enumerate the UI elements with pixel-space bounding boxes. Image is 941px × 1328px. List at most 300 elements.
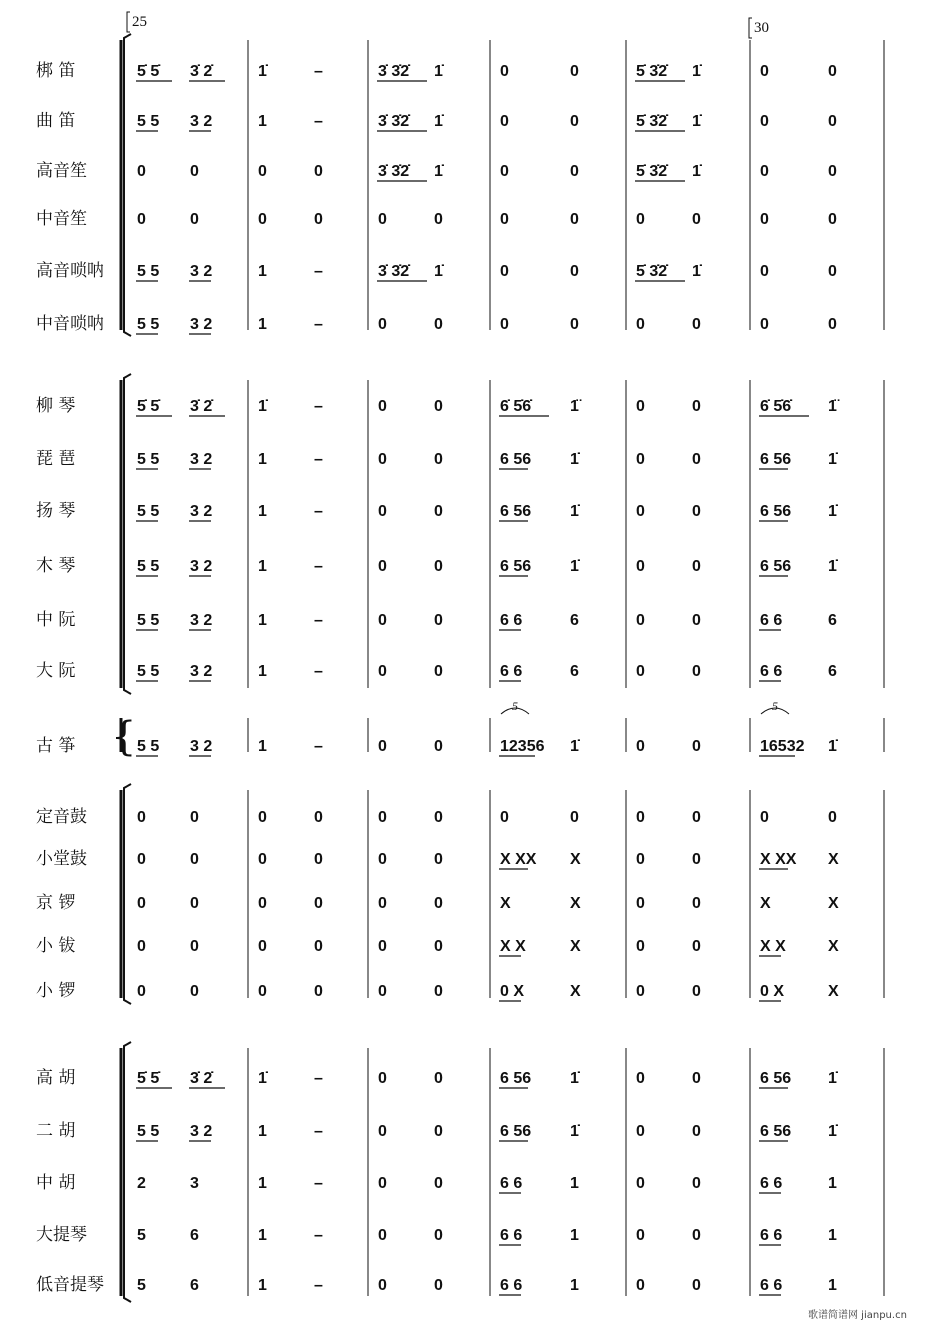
note-group: 0: [500, 211, 509, 228]
note-group: 6 6: [760, 1277, 783, 1294]
note-group: 0: [258, 983, 267, 1000]
note-group: 0: [314, 809, 323, 826]
note-group: 6 6: [500, 1175, 523, 1192]
note-group: 5 5: [137, 663, 160, 680]
note-group: 3 2: [190, 1123, 213, 1140]
note-group: 0: [434, 851, 443, 868]
note-group: 1: [828, 1277, 837, 1294]
note-group: 5̇ 5̇: [137, 398, 160, 415]
note-group: 1: [258, 113, 267, 130]
note-group: –: [314, 316, 323, 333]
instrument-label: 高音唢呐: [36, 261, 104, 281]
instrument-label: 曲 笛: [36, 111, 76, 131]
note-group: 0: [378, 451, 387, 468]
note-group: 0: [378, 503, 387, 520]
note-group: –: [314, 1227, 323, 1244]
note-group: 0: [258, 809, 267, 826]
note-group: 0: [692, 316, 701, 333]
group-bracket: [124, 374, 131, 694]
note-group: 0: [828, 63, 837, 80]
note-group: 0: [190, 983, 199, 1000]
note-group: 0: [378, 1070, 387, 1087]
note-group: 0: [190, 895, 199, 912]
note-group: 6 56: [500, 503, 532, 520]
note-group: –: [314, 738, 323, 755]
note-group: 0: [500, 63, 509, 80]
note-group: 0: [760, 263, 769, 280]
note-group: 1̇: [828, 503, 837, 520]
note-group: X: [828, 983, 839, 1000]
note-group: 6: [190, 1227, 199, 1244]
note-group: 1: [258, 1123, 267, 1140]
note-group: 0: [434, 983, 443, 1000]
note-group: 1̇: [258, 63, 267, 80]
note-group: 0: [636, 938, 645, 955]
instrument-label: 大提琴: [36, 1225, 87, 1245]
note-group: 5 5: [137, 1123, 160, 1140]
note-group: –: [314, 63, 323, 80]
note-group: 1: [258, 1277, 267, 1294]
note-group: 3 2: [190, 663, 213, 680]
note-group: 6: [570, 663, 579, 680]
note-group: 0: [378, 1175, 387, 1192]
note-group: 0: [828, 263, 837, 280]
note-group: 0: [434, 663, 443, 680]
note-group: 1̇: [692, 113, 701, 130]
note-group: 0: [137, 163, 146, 180]
note-group: 5̇ 3̇2̇: [636, 63, 668, 80]
note-group: 0: [434, 1123, 443, 1140]
note-group: 0: [692, 1070, 701, 1087]
note-group: 1: [828, 1227, 837, 1244]
note-group: 6 6: [760, 612, 783, 629]
note-group: 1: [828, 1175, 837, 1192]
note-group: 0: [636, 895, 645, 912]
note-group: 0: [692, 1277, 701, 1294]
note-group: 0: [692, 809, 701, 826]
note-group: 0: [636, 1175, 645, 1192]
note-group: 5 5: [137, 558, 160, 575]
note-group: 0: [636, 316, 645, 333]
note-group: 3̇ 3̇2̇: [378, 113, 410, 130]
note-group: X: [828, 851, 839, 868]
note-group: 0: [137, 938, 146, 955]
note-group: X: [828, 895, 839, 912]
note-group: 0: [692, 1227, 701, 1244]
instrument-label: 京 锣: [36, 893, 76, 913]
note-group: –: [314, 1123, 323, 1140]
note-group: 0: [636, 983, 645, 1000]
note-group: 1: [570, 1277, 579, 1294]
note-group: X: [828, 938, 839, 955]
note-group: 0: [314, 851, 323, 868]
note-group: 0: [378, 663, 387, 680]
note-group: 6 56: [760, 451, 792, 468]
note-group: 1: [258, 612, 267, 629]
note-group: 1: [258, 263, 267, 280]
note-group: 0: [137, 809, 146, 826]
note-group: 5̇ 3̇2̇: [636, 263, 668, 280]
note-group: 0: [570, 163, 579, 180]
instrument-label: 中 胡: [36, 1173, 76, 1193]
note-group: 1̇: [828, 558, 837, 575]
note-group: 1̇: [258, 398, 267, 415]
note-group: 1̇: [434, 63, 443, 80]
note-group: 6 6: [760, 1175, 783, 1192]
note-group: 3̇ 3̇2̇: [378, 263, 410, 280]
note-group: 3 2: [190, 316, 213, 333]
note-group: 0: [692, 211, 701, 228]
note-group: 5 5: [137, 738, 160, 755]
note-group: 0: [258, 895, 267, 912]
note-group: 0: [258, 163, 267, 180]
note-group: 0: [378, 398, 387, 415]
note-group: 1̇: [828, 1123, 837, 1140]
note-group: 0: [500, 809, 509, 826]
note-group: 6: [828, 663, 837, 680]
note-group: –: [314, 451, 323, 468]
note-group: 0: [314, 983, 323, 1000]
note-group: 1̇: [570, 558, 579, 575]
note-group: 1̈: [828, 398, 837, 415]
note-group: 0: [636, 612, 645, 629]
note-group: –: [314, 113, 323, 130]
group-bracket: [124, 34, 131, 336]
note-group: 6 6: [500, 1227, 523, 1244]
note-group: 0: [258, 211, 267, 228]
note-group: 0: [137, 851, 146, 868]
note-group: 0: [434, 1277, 443, 1294]
note-group: 0: [378, 851, 387, 868]
note-group: 6 56: [500, 558, 532, 575]
note-group: 0: [692, 851, 701, 868]
note-group: 1̇: [434, 163, 443, 180]
note-group: 0: [636, 851, 645, 868]
note-group: 6̇ 5̇6̇: [500, 398, 532, 415]
note-group: 0: [692, 1175, 701, 1192]
note-group: 5̇ 5̇: [137, 1070, 160, 1087]
note-group: 0: [434, 451, 443, 468]
note-group: 0 X: [760, 983, 785, 1000]
note-group: 0: [828, 163, 837, 180]
note-group: 0: [190, 851, 199, 868]
note-group: 0: [434, 316, 443, 333]
instrument-label: 梆 笛: [36, 61, 76, 81]
note-group: 5 5: [137, 316, 160, 333]
note-group: 1̈: [570, 398, 579, 415]
note-group: 1: [570, 1227, 579, 1244]
note-group: 0: [378, 1277, 387, 1294]
note-group: 6 56: [760, 1123, 792, 1140]
note-group: X XX: [500, 851, 537, 868]
note-group: 3̇ 3̇2̇: [378, 63, 410, 80]
note-group: 0: [378, 983, 387, 1000]
note-group: 0: [570, 263, 579, 280]
note-group: –: [314, 558, 323, 575]
note-group: 0: [692, 983, 701, 1000]
note-group: X: [570, 983, 581, 1000]
note-group: 6 6: [500, 663, 523, 680]
instrument-label: 古 筝: [36, 736, 76, 756]
note-group: X: [760, 895, 771, 912]
instrument-label: 低音提琴: [36, 1275, 104, 1295]
note-group: 6: [828, 612, 837, 629]
instrument-label: 扬 琴: [36, 501, 76, 521]
note-group: 6 6: [760, 663, 783, 680]
instrument-label: 大 阮: [36, 661, 76, 681]
note-group: 0: [692, 938, 701, 955]
note-group: 0: [760, 163, 769, 180]
note-group: 1: [258, 1175, 267, 1192]
note-group: 6̇ 5̇6̇: [760, 398, 792, 415]
note-group: 0: [190, 163, 199, 180]
note-group: 0: [692, 503, 701, 520]
note-group: 0: [378, 211, 387, 228]
note-group: 0: [636, 738, 645, 755]
instrument-label: 琵 琶: [36, 449, 76, 469]
note-group: 0: [636, 809, 645, 826]
note-group: 5 5: [137, 113, 160, 130]
note-group: –: [314, 663, 323, 680]
note-group: 0: [500, 316, 509, 333]
note-group: 0: [760, 809, 769, 826]
note-group: 6 56: [500, 451, 532, 468]
note-group: 16532: [760, 738, 805, 755]
measure-number-25: 25: [132, 14, 147, 30]
instrument-label: 柳 琴: [36, 396, 76, 416]
instrument-label: 中音唢呐: [36, 314, 104, 334]
note-group: 0: [636, 1277, 645, 1294]
note-group: 1̇: [692, 63, 701, 80]
note-group: 0: [190, 211, 199, 228]
note-group: 1̇: [434, 113, 443, 130]
note-group: 0: [636, 1070, 645, 1087]
note-group: 5 5: [137, 263, 160, 280]
watermark: 歌谱简谱网 jianpu.cn: [808, 1310, 907, 1321]
note-group: 6 56: [760, 503, 792, 520]
note-group: 1̇: [570, 503, 579, 520]
note-group: 0: [636, 663, 645, 680]
note-group: 0: [828, 211, 837, 228]
note-group: 0: [760, 113, 769, 130]
note-group: 0: [570, 211, 579, 228]
instrument-label: 中 阮: [36, 610, 76, 630]
note-group: 3̇ 2̇: [190, 1070, 213, 1087]
note-group: 1̇: [258, 1070, 267, 1087]
note-group: X XX: [760, 851, 797, 868]
note-group: 0: [692, 663, 701, 680]
note-group: 0: [500, 263, 509, 280]
note-group: 0: [434, 503, 443, 520]
note-group: 0: [434, 398, 443, 415]
note-group: 0: [434, 1175, 443, 1192]
group-bracket: [124, 784, 131, 1004]
note-group: 0: [314, 211, 323, 228]
note-group: 2: [137, 1175, 146, 1192]
note-group: 1: [258, 663, 267, 680]
note-group: 0: [760, 63, 769, 80]
note-group: 6: [570, 612, 579, 629]
note-group: 0: [378, 612, 387, 629]
note-group: X: [570, 895, 581, 912]
note-group: 1̇: [570, 1123, 579, 1140]
barlines-layer: [111, 12, 884, 1302]
note-group: 0: [434, 1070, 443, 1087]
note-group: 0: [692, 451, 701, 468]
tuplet-number: 5: [512, 699, 518, 713]
note-group: 3̇ 2̇: [190, 63, 213, 80]
note-group: 1: [258, 316, 267, 333]
note-group: 0: [692, 398, 701, 415]
instrument-label: 定音鼓: [36, 807, 87, 827]
note-group: 3̇ 3̇2̇: [378, 163, 410, 180]
note-group: 0: [434, 738, 443, 755]
note-group: 0: [692, 612, 701, 629]
note-group: 3 2: [190, 738, 213, 755]
tuplet-number: 5: [772, 699, 778, 713]
note-group: 5̇ 3̇2̇: [636, 113, 668, 130]
note-group: 0: [314, 895, 323, 912]
note-group: 6 56: [760, 558, 792, 575]
note-group: 5: [137, 1227, 146, 1244]
note-group: 3: [190, 1175, 199, 1192]
note-group: 0: [570, 316, 579, 333]
note-group: 0: [760, 211, 769, 228]
note-group: 1̇: [570, 1070, 579, 1087]
measure-number-30: 30: [754, 20, 769, 36]
note-group: 6 56: [500, 1070, 532, 1087]
note-group: 1: [570, 1175, 579, 1192]
note-group: 0 X: [500, 983, 525, 1000]
note-group: 0: [378, 809, 387, 826]
note-group: 1̇: [828, 1070, 837, 1087]
note-group: 0: [378, 895, 387, 912]
note-group: 0: [378, 938, 387, 955]
note-group: 0: [636, 211, 645, 228]
note-group: 0: [692, 558, 701, 575]
note-group: X: [570, 938, 581, 955]
note-group: 1: [258, 451, 267, 468]
note-group: 0: [190, 938, 199, 955]
note-group: 1̇: [692, 163, 701, 180]
note-group: 5 5: [137, 451, 160, 468]
note-group: 6 6: [500, 612, 523, 629]
note-group: –: [314, 1277, 323, 1294]
note-group: 0: [434, 938, 443, 955]
note-group: –: [314, 612, 323, 629]
note-group: 0: [500, 113, 509, 130]
note-group: 1̇: [692, 263, 701, 280]
note-group: 3 2: [190, 612, 213, 629]
note-group: 6 56: [500, 1123, 532, 1140]
note-group: –: [314, 503, 323, 520]
note-group: 0: [434, 809, 443, 826]
notation-layer: [36, 60, 840, 1295]
note-group: 0: [434, 895, 443, 912]
note-group: X X: [500, 938, 526, 955]
note-group: 0: [636, 398, 645, 415]
note-group: 0: [434, 1227, 443, 1244]
note-group: 1̇: [828, 738, 837, 755]
note-group: X: [500, 895, 511, 912]
note-group: 5̇ 5̇: [137, 63, 160, 80]
note-group: 1̇: [570, 738, 579, 755]
note-group: 0: [378, 738, 387, 755]
note-group: 1̇: [434, 263, 443, 280]
note-group: 0: [137, 895, 146, 912]
instrument-label: 二 胡: [36, 1121, 76, 1141]
instrument-label: 高 胡: [36, 1068, 76, 1088]
instrument-label: 高音笙: [36, 161, 87, 181]
note-group: 0: [570, 113, 579, 130]
note-group: 6 6: [500, 1277, 523, 1294]
note-group: 0: [378, 558, 387, 575]
note-group: 6 6: [760, 1227, 783, 1244]
note-group: 0: [828, 113, 837, 130]
note-group: 0: [636, 558, 645, 575]
note-group: 0: [258, 938, 267, 955]
note-group: 0: [434, 211, 443, 228]
note-group: 6: [190, 1277, 199, 1294]
note-group: 0: [378, 316, 387, 333]
note-group: 0: [137, 983, 146, 1000]
note-group: 3 2: [190, 113, 213, 130]
note-group: 5 5: [137, 503, 160, 520]
note-group: 0: [636, 451, 645, 468]
note-group: 0: [570, 809, 579, 826]
note-group: 0: [692, 1123, 701, 1140]
note-group: 3̇ 2̇: [190, 398, 213, 415]
note-group: 0: [636, 503, 645, 520]
note-group: 0: [828, 316, 837, 333]
note-group: 3 2: [190, 451, 213, 468]
note-group: 6 56: [760, 1070, 792, 1087]
note-group: 12356: [500, 738, 545, 755]
note-group: 0: [692, 738, 701, 755]
note-group: 0: [258, 851, 267, 868]
note-group: 5: [137, 1277, 146, 1294]
note-group: 1: [258, 1227, 267, 1244]
note-group: 1: [258, 558, 267, 575]
note-group: 0: [378, 1227, 387, 1244]
note-group: 1̇: [828, 451, 837, 468]
measure-bracket-left: [749, 18, 752, 38]
note-group: 1̇: [570, 451, 579, 468]
instrument-label: 小 钹: [36, 936, 76, 956]
measure-bracket-left: [127, 12, 130, 32]
instrument-label: 木 琴: [36, 556, 76, 576]
note-group: X X: [760, 938, 786, 955]
note-group: 0: [500, 163, 509, 180]
note-group: 5̇ 3̇2̇: [636, 163, 668, 180]
note-group: 0: [760, 316, 769, 333]
instrument-label: 小 锣: [36, 981, 76, 1001]
note-group: 0: [137, 211, 146, 228]
note-group: 3 2: [190, 503, 213, 520]
note-group: 0: [378, 1123, 387, 1140]
note-group: –: [314, 1175, 323, 1192]
note-group: 3 2: [190, 263, 213, 280]
note-group: 5 5: [137, 612, 160, 629]
brace-glyph: {: [111, 714, 137, 760]
note-group: 0: [314, 938, 323, 955]
note-group: 0: [570, 63, 579, 80]
group-bracket: [124, 1042, 131, 1302]
note-group: X: [570, 851, 581, 868]
note-group: 0: [434, 558, 443, 575]
note-group: 1: [258, 503, 267, 520]
note-group: –: [314, 263, 323, 280]
